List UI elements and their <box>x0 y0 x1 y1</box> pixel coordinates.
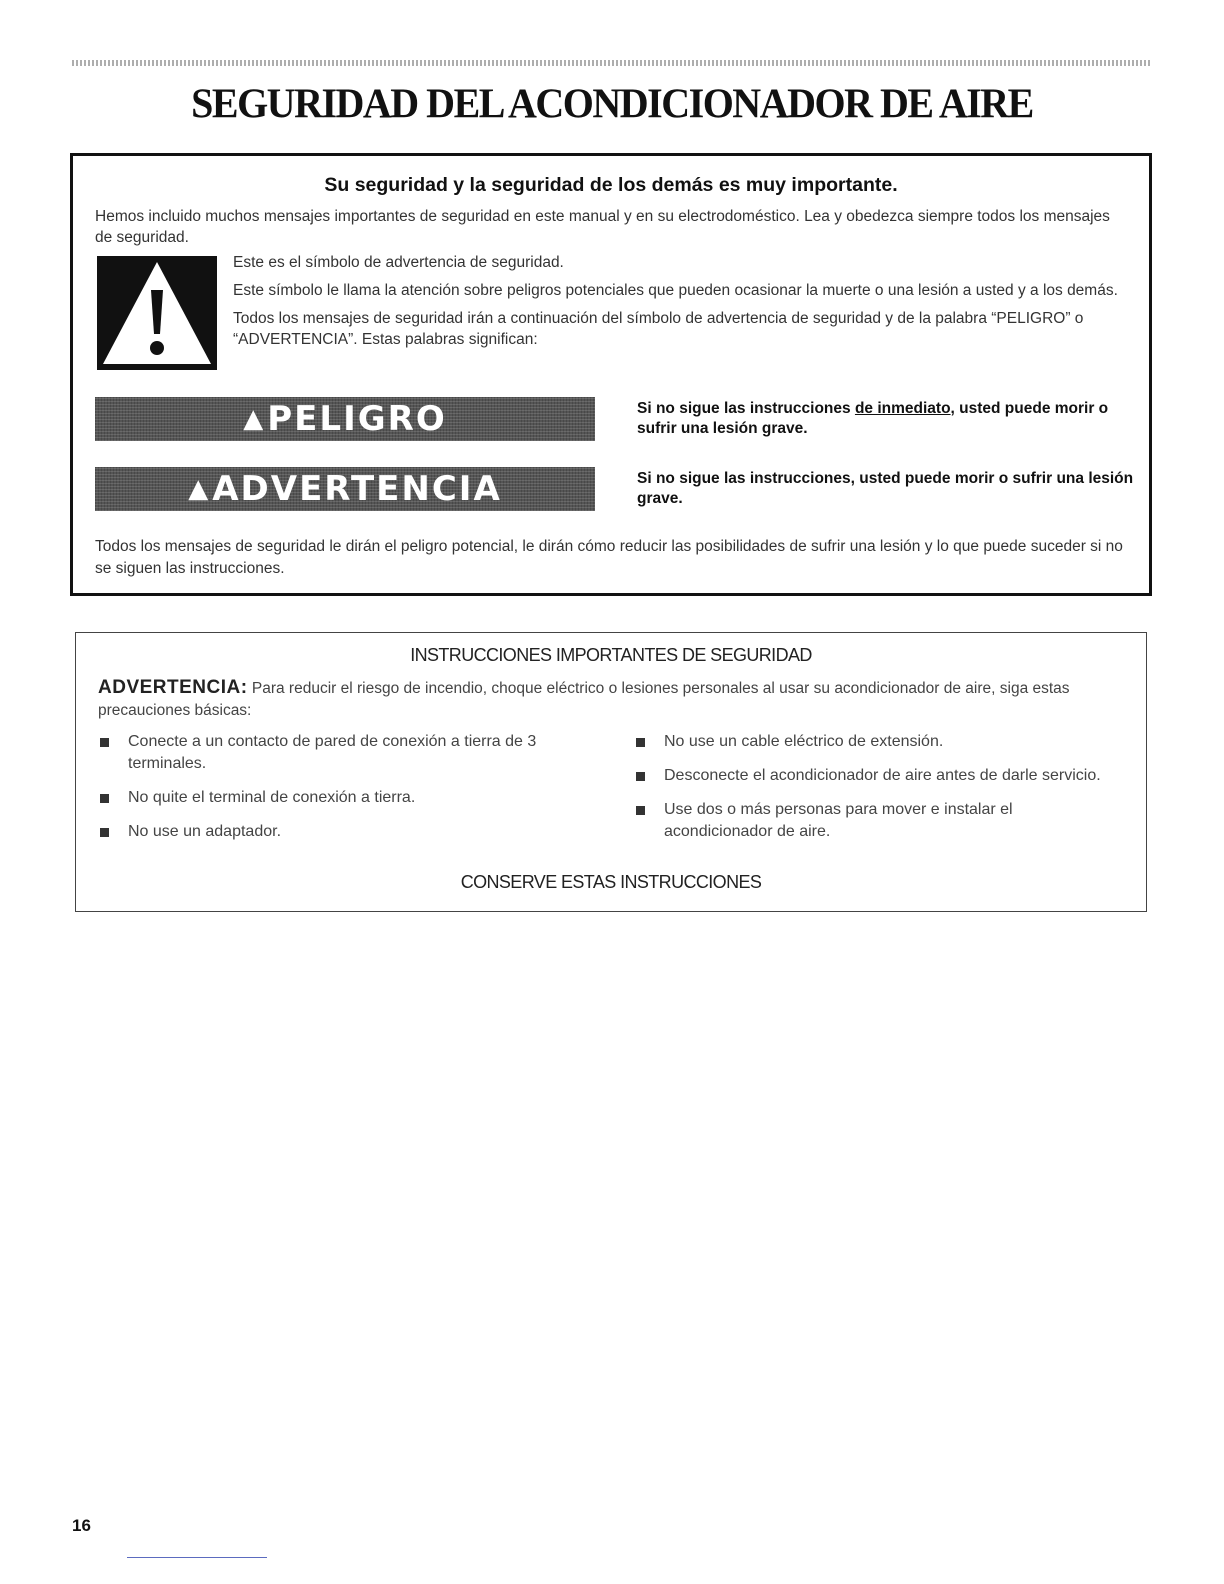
peligro-description <box>637 399 1137 439</box>
instructions-heading: INSTRUCCIONES IMPORTANTES DE SEGURIDAD <box>410 645 812 665</box>
peligro-desc-part: Si no sigue las instrucciones <box>637 400 855 417</box>
instructions-box <box>75 632 1147 912</box>
instructions-left-column <box>98 731 578 855</box>
list-item-text: No quite el terminal de conexión a tierra. <box>128 789 416 806</box>
safety-heading: Su seguridad y la seguridad de los demás es muy importante. <box>324 174 898 196</box>
safety-box <box>70 153 1152 596</box>
bottom-rule <box>127 1557 267 1558</box>
list-item <box>98 821 578 843</box>
list-item <box>634 765 1114 787</box>
list-item-text: No use un cable eléctrico de extensión. <box>664 733 944 750</box>
peligro-banner <box>95 397 595 441</box>
safety-intro: Hemos incluido muchos mensajes importantes de seguridad en este manual y en su electrodoméstico. Lea y obedezca siempre todos los mensajes de seguridad. <box>95 208 1110 246</box>
list-item-text: Use dos o más personas para mover e instalar el acondicionador de aire. <box>664 801 1013 840</box>
bullet-square-icon <box>100 828 109 837</box>
symbol-line: Este es el símbolo de advertencia de seguridad. <box>233 254 564 271</box>
list-item-text: No use un adaptador. <box>128 823 282 840</box>
bullet-square-icon <box>636 738 645 747</box>
advertencia-banner <box>95 467 595 511</box>
top-dotted-rule <box>72 60 1152 66</box>
list-item <box>98 787 578 809</box>
list-item <box>634 731 1114 753</box>
peligro-label: PELIGRO <box>267 399 447 439</box>
page-number: 16 <box>72 1516 91 1535</box>
list-item-text: Conecte a un contacto de pared de conexión a tierra de 3 terminales. <box>128 733 537 772</box>
page-title: SEGURIDAD DEL ACONDICIONADOR DE AIRE <box>191 79 1033 128</box>
peligro-desc-underlined: de inmediato <box>854 400 951 417</box>
warning-text: Para reducir el riesgo de incendio, choque eléctrico o lesiones personales al usar su acondicionador de aire, siga estas precauciones básicas: <box>98 680 1070 719</box>
safety-alert-triangle-icon <box>97 256 217 370</box>
warning-label: ADVERTENCIA: <box>98 677 248 698</box>
warning-triangle-icon: ▲ <box>188 474 211 504</box>
instructions-right-column <box>634 731 1114 855</box>
list-item-text: Desconecte el acondicionador de aire antes de darle servicio. <box>664 767 1101 784</box>
symbol-explanation <box>233 252 1123 357</box>
symbol-line: Todos los mensajes de seguridad irán a continuación del símbolo de advertencia de seguridad y de la palabra “PELIGRO” o “ADVERTENCIA”. Estas palabras significan: <box>233 310 1084 348</box>
symbol-line: Este símbolo le llama la atención sobre peligros potenciales que pueden ocasionar la muerte o una lesión a usted y a los demás. <box>233 282 1118 299</box>
warning-triangle-icon: ▲ <box>243 404 266 434</box>
safety-closing: Todos los mensajes de seguridad le dirán el peligro potencial, le dirán cómo reducir las posibilidades de sufrir una lesión y lo que puede suceder si no se siguen las instrucciones. <box>95 538 1123 577</box>
bullet-square-icon <box>100 738 109 747</box>
list-item <box>98 731 578 775</box>
advertencia-label: ADVERTENCIA <box>212 469 502 509</box>
warning-paragraph <box>98 677 1133 722</box>
bullet-square-icon <box>100 794 109 803</box>
peligro-desc-part: , usted puede morir o sufrir una lesión grave. <box>637 400 1109 437</box>
bullet-square-icon <box>636 772 645 781</box>
list-item <box>634 799 1114 843</box>
advertencia-description: Si no sigue las instrucciones, usted puede morir o sufrir una lesión grave. <box>637 470 1134 507</box>
bullet-square-icon <box>636 806 645 815</box>
instructions-footer: CONSERVE ESTAS INSTRUCCIONES <box>460 872 762 892</box>
